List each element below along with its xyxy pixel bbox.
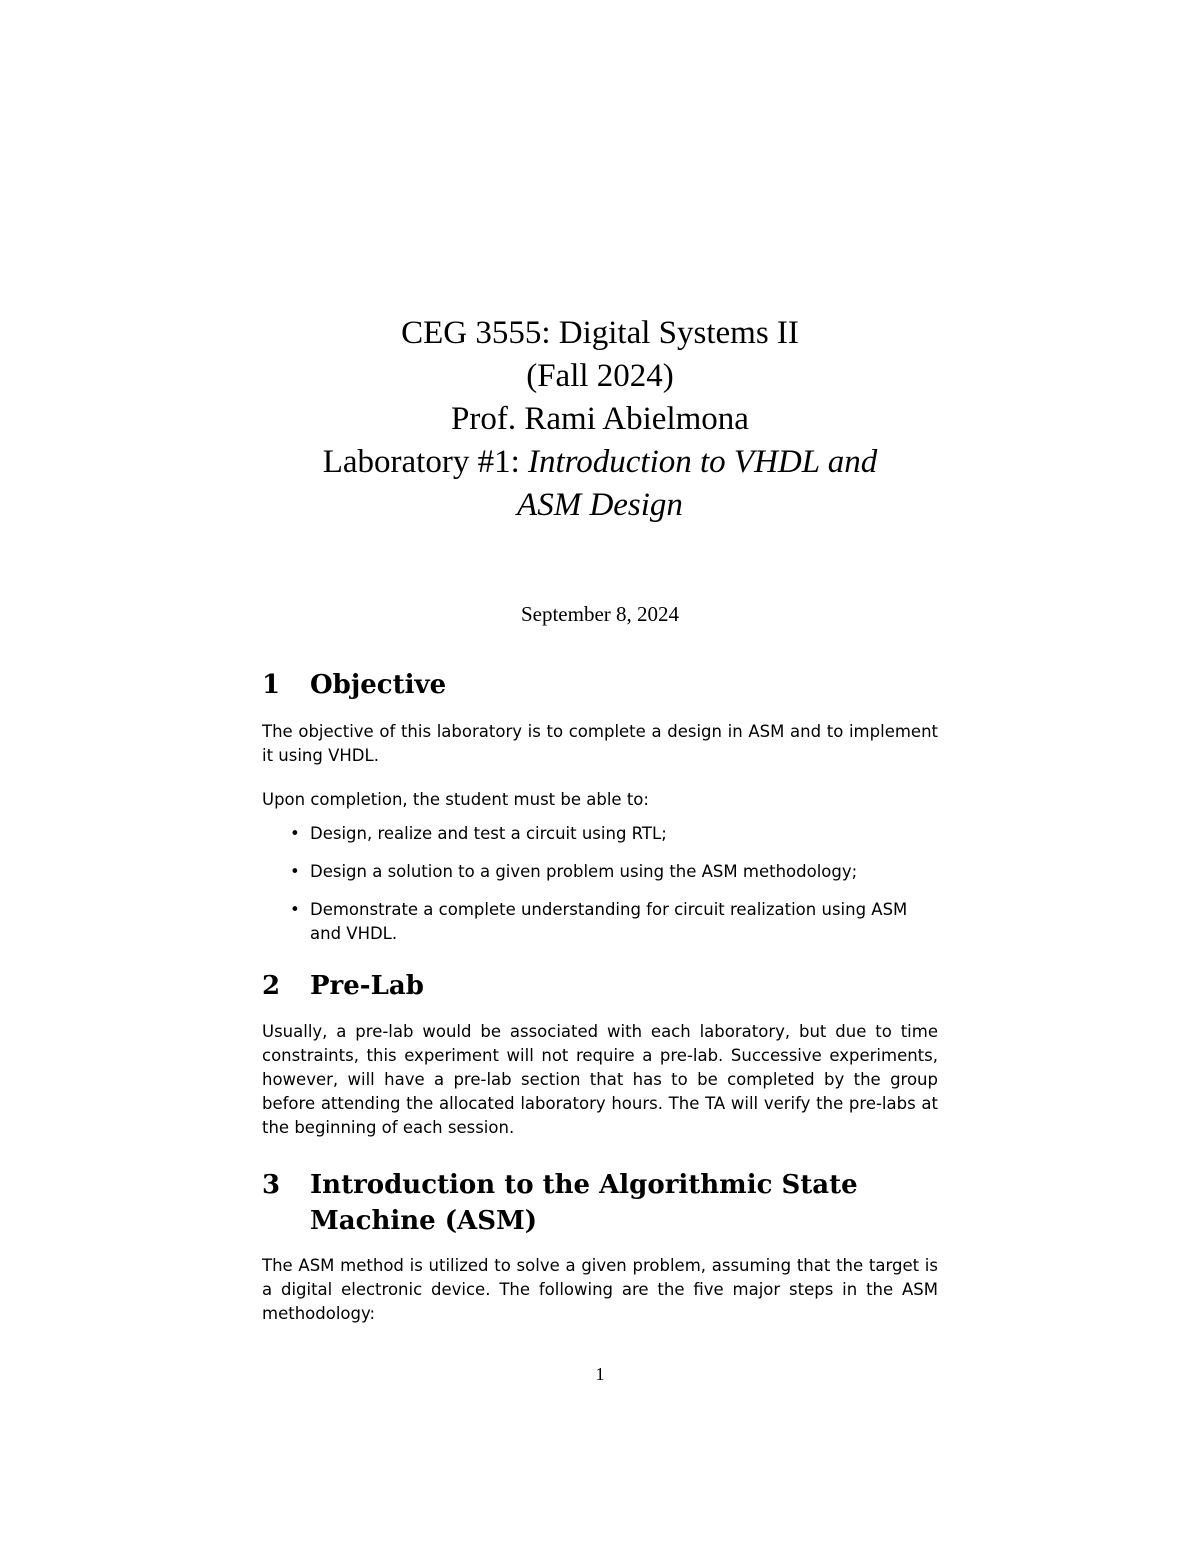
list-item	[290, 860, 940, 884]
list-item-text: Demonstrate a complete understanding for circuit realization using ASM and VHDL.	[310, 900, 908, 943]
section-number: 1	[262, 670, 281, 700]
objective-bullet-list	[290, 822, 940, 960]
section-heading-objective	[262, 667, 962, 703]
lab-title-line-1	[200, 441, 1000, 484]
section-title: Pre-Lab	[310, 971, 424, 1001]
course-term: (Fall 2024)	[526, 358, 674, 394]
list-item	[290, 822, 940, 846]
document-date: September 8, 2024	[520, 602, 680, 626]
asm-paragraph: The ASM method is utilized to solve a given problem, assuming that the target is a digital electronic device. The following are the five major steps in the ASM methodology:	[262, 1256, 938, 1323]
section-heading-pre-lab	[262, 968, 962, 1004]
lab-number: Laboratory #1:	[322, 444, 528, 480]
bullet-icon: •	[290, 862, 300, 881]
section-number: 3	[262, 1170, 281, 1200]
section-number: 2	[262, 971, 281, 1001]
professor-name: Prof. Rami Abielmona	[451, 401, 749, 437]
lab-title-part-2: ASM Design	[517, 487, 683, 523]
list-item-text: Design, realize and test a circuit using RTL;	[310, 824, 667, 843]
page-number: 1	[595, 1364, 605, 1384]
objective-intro-paragraph: Upon completion, the student must be able to:	[262, 790, 649, 809]
lab-title-part-1: Introduction to VHDL and	[528, 444, 878, 480]
section-title: Objective	[310, 670, 447, 700]
bullet-icon: •	[290, 900, 300, 919]
lab-title-line-2	[200, 484, 1000, 527]
section-title: Introduction to the Algorithmic State Machine (ASM)	[310, 1170, 858, 1236]
list-item	[290, 898, 940, 946]
section-heading-asm	[262, 1167, 962, 1239]
pre-lab-paragraph: Usually, a pre-lab would be associated with each laboratory, but due to time constraints, this experiment will not require a pre-lab. Successive experiments, however, will have a pre-lab section that has to be completed by the group before attending the allocated laboratory hours. The TA will verify the pre-labs at the beginning of each session.	[262, 1022, 938, 1137]
bullet-icon: •	[290, 824, 300, 843]
list-item-text: Design a solution to a given problem using the ASM methodology;	[310, 862, 858, 881]
objective-paragraph: The objective of this laboratory is to complete a design in ASM and to implement it using VHDL.	[262, 722, 938, 765]
course-title: CEG 3555: Digital Systems II	[401, 315, 799, 351]
document-title	[200, 312, 1000, 527]
